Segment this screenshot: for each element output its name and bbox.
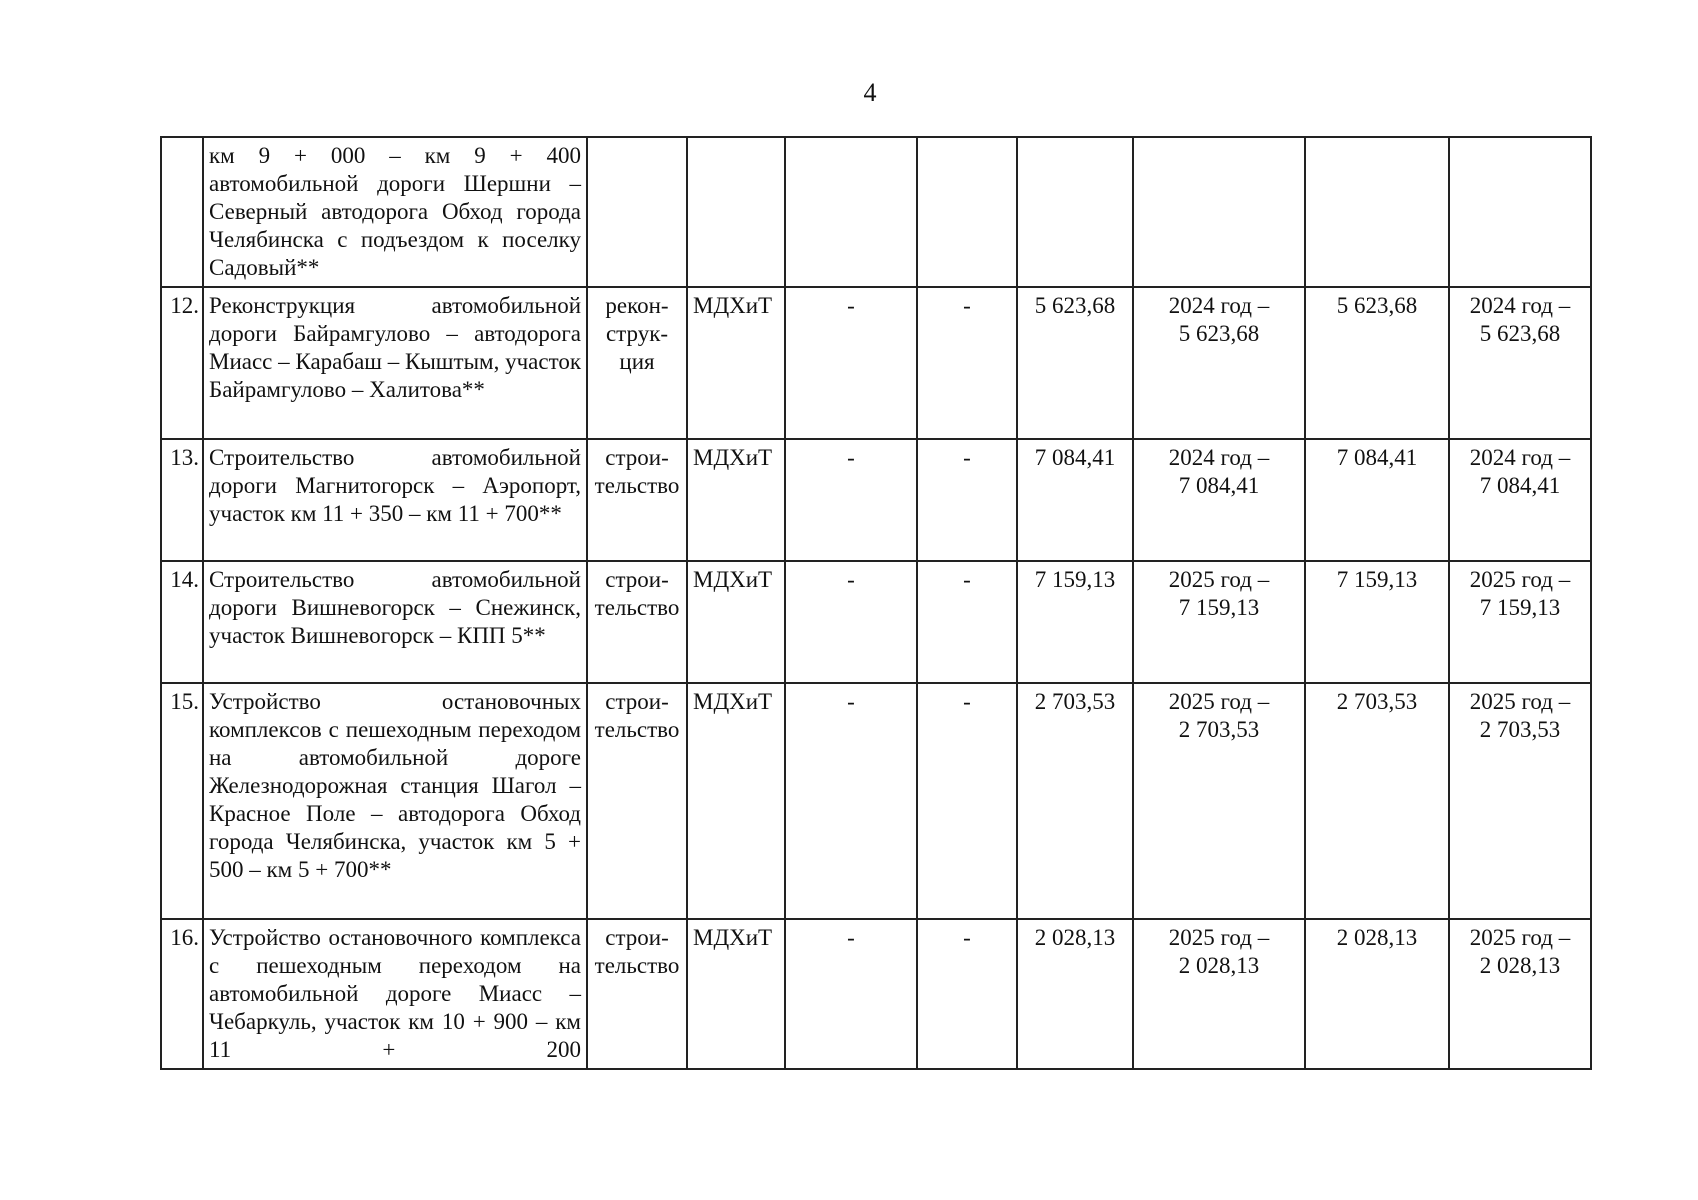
year-breakdown [1133,137,1305,287]
sum-cost: 2 028,13 [1305,919,1449,1069]
work-type-line: тельство [594,717,680,742]
work-type-line: тельство [594,473,680,498]
year-breakdown [1133,439,1305,561]
year-value: 7 084,41 [1479,473,1561,498]
value-col6: - [917,919,1017,1069]
sum-cost: 5 623,68 [1305,287,1449,439]
year-value: 2 703,53 [1479,717,1561,742]
executor: МДХиТ [687,287,785,439]
row-number: 14. [161,561,203,683]
value-col6: - [917,683,1017,919]
work-type-line: строи- [605,689,669,714]
year-breakdown-2 [1449,137,1591,287]
object-name: Устройство остановочного комплекса с пешеходным переходом на автомобильной дороге Миасс – Чебаркуль, участок км 10 + 900 – км 11 + 200 [203,919,587,1069]
year-label: 2024 год – [1168,293,1270,318]
sum-cost [1305,137,1449,287]
sum-cost: 7 084,41 [1305,439,1449,561]
executor: МДХиТ [687,439,785,561]
work-type [587,137,687,287]
sum-cost: 2 703,53 [1305,683,1449,919]
year-value: 2 028,13 [1479,953,1561,978]
executor: МДХиТ [687,683,785,919]
value-col6: - [917,287,1017,439]
year-value: 2 028,13 [1178,953,1260,978]
row-number: 15. [161,683,203,919]
year-value: 7 159,13 [1479,595,1561,620]
work-type-line: строи- [605,925,669,950]
year-label: 2024 год – [1469,445,1571,470]
year-label: 2025 год – [1469,567,1571,592]
year-breakdown [1133,287,1305,439]
work-type-line: тельство [594,953,680,978]
sum-cost: 7 159,13 [1305,561,1449,683]
year-breakdown [1133,561,1305,683]
year-label: 2025 год – [1469,689,1571,714]
year-value: 2 703,53 [1178,717,1260,742]
year-value: 7 084,41 [1178,473,1260,498]
row-number: 16. [161,919,203,1069]
year-breakdown-2 [1449,561,1591,683]
table-row [161,683,1591,919]
row-number: 13. [161,439,203,561]
work-type-line: струк- [605,321,669,346]
work-type-line: рекон- [605,293,669,318]
value-col6: - [917,561,1017,683]
year-label: 2025 год – [1168,925,1270,950]
total-cost: 7 084,41 [1017,439,1133,561]
executor [687,137,785,287]
objects-table [160,136,1592,1070]
year-label: 2025 год – [1168,689,1270,714]
executor: МДХиТ [687,561,785,683]
object-name: Устройство остановочных комплексов с пешеходным переходом на автомобильной дороге Железнодорожная станция Шагол – Красное Поле – автодорога Обход города Челябинска, участок км 5 + 500 – км 5 + 700** [203,683,587,919]
year-breakdown-2 [1449,919,1591,1069]
year-value: 5 623,68 [1178,321,1260,346]
row-number: 12. [161,287,203,439]
total-cost: 5 623,68 [1017,287,1133,439]
value-col5: - [785,439,917,561]
year-label: 2025 год – [1168,567,1270,592]
work-type-line: строи- [605,445,669,470]
table-row [161,919,1591,1069]
work-type [587,287,687,439]
year-label: 2025 год – [1469,925,1571,950]
year-breakdown [1133,683,1305,919]
executor: МДХиТ [687,919,785,1069]
value-col6: - [917,439,1017,561]
year-breakdown [1133,919,1305,1069]
year-value: 5 623,68 [1479,321,1561,346]
row-number [161,137,203,287]
object-name: Строительство автомобильной дороги Вишневогорск – Снежинск, участок Вишневогорск – КПП 5** [203,561,587,683]
object-name: км 9 + 000 – км 9 + 400 автомобильной дороги Шершни – Северный автодорога Обход города Челябинска с подъездом к поселку Садовый** [203,137,587,287]
table-row [161,137,1591,287]
year-label: 2024 год – [1469,293,1571,318]
table-row [161,439,1591,561]
page-number: 4 [863,78,877,107]
total-cost: 2 028,13 [1017,919,1133,1069]
value-col5: - [785,561,917,683]
work-type [587,683,687,919]
value-col5 [785,137,917,287]
table-row [161,561,1591,683]
year-breakdown-2 [1449,287,1591,439]
year-breakdown-2 [1449,439,1591,561]
object-name: Строительство автомобильной дороги Магнитогорск – Аэропорт, участок км 11 + 350 – км 11 + 700** [203,439,587,561]
value-col5: - [785,683,917,919]
year-value: 7 159,13 [1178,595,1260,620]
year-breakdown-2 [1449,683,1591,919]
work-type-line: строи- [605,567,669,592]
work-type [587,561,687,683]
work-type [587,919,687,1069]
total-cost: 2 703,53 [1017,683,1133,919]
total-cost: 7 159,13 [1017,561,1133,683]
year-label: 2024 год – [1168,445,1270,470]
value-col6 [917,137,1017,287]
work-type-line: ция [619,349,655,374]
object-name: Реконструкция автомобильной дороги Байрамгулово – автодорога Миасс – Карабаш – Кыштым, участок Байрамгулово – Халитова** [203,287,587,439]
work-type [587,439,687,561]
table-row [161,287,1591,439]
value-col5: - [785,287,917,439]
work-type-line: тельство [594,595,680,620]
value-col5: - [785,919,917,1069]
total-cost [1017,137,1133,287]
